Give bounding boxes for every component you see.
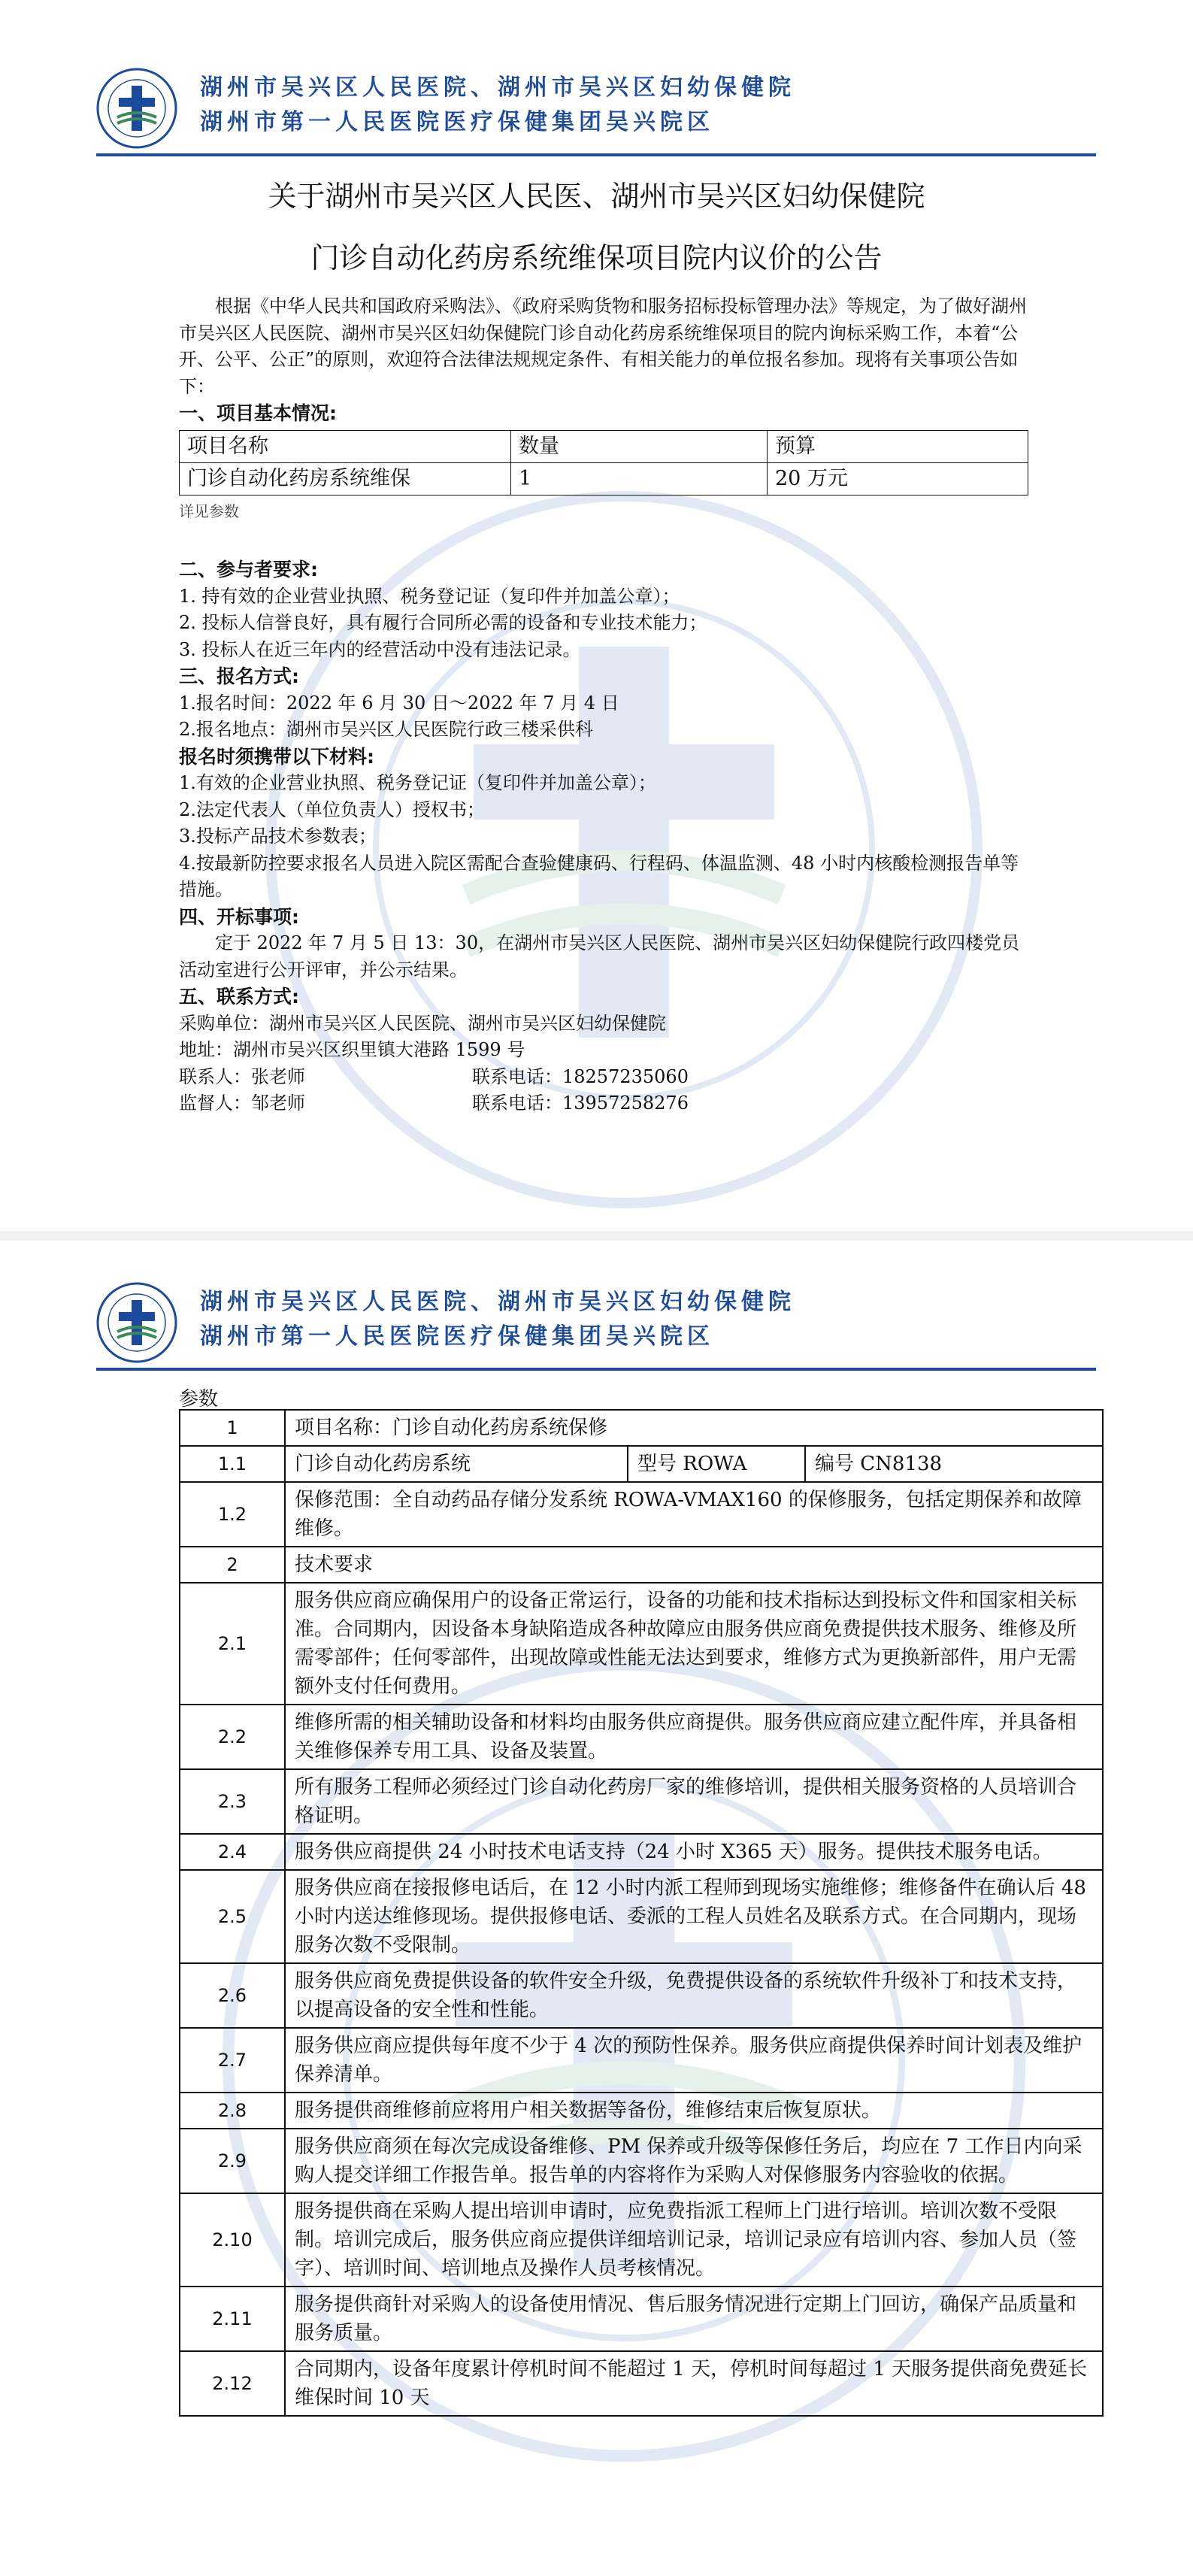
- row-number: 1.1: [180, 1446, 285, 1482]
- page-1: [0, 0, 1193, 1241]
- table-cell: 20 万元: [768, 462, 1028, 495]
- list-item: 2. 投标人信誉良好，具有履行合同所必需的设备和专业技术能力；: [179, 612, 707, 633]
- notice-body: [179, 293, 1036, 1117]
- letterhead-line-1: 湖州市吴兴区人民医院、湖州市吴兴区妇幼保健院: [200, 74, 795, 101]
- list-item: 1. 持有效的企业营业执照、税务登记证（复印件并加盖公章）；: [179, 585, 680, 607]
- hospital-logo: [96, 68, 177, 149]
- list-item: 2.报名地点：湖州市吴兴区人民医院行政三楼采供科: [179, 719, 593, 740]
- materials-heading: 报名时须携带以下材料:: [179, 745, 374, 768]
- table-row: [180, 1963, 1103, 2028]
- row-text: 保修范围：全自动药品存储分发系统 ROWA-VMAX160 的保修服务，包括定期保养和故障维修。: [285, 1482, 1103, 1547]
- table-row: [180, 2028, 1103, 2093]
- row-number: 2.4: [180, 1834, 285, 1870]
- row-number: 1.2: [180, 1482, 285, 1547]
- table-cell: 门诊自动化药房系统维保: [180, 462, 511, 495]
- row-text: 服务供应商须在每次完成设备维修、PM 保养或升级等保修任务后，均应在 7 工作日内向采购人提交详细工作报告单。报告单的内容将作为采购人对保修服务内容验收的依据。: [285, 2129, 1103, 2193]
- row-number: 2.8: [180, 2093, 285, 2129]
- list-item: 1.有效的企业营业执照、税务登记证（复印件并加盖公章）；: [179, 772, 656, 793]
- row-text: 维修所需的相关辅助设备和材料均由服务供应商提供。服务供应商应建立配件库，并具备相关维修保养专用工具、设备及装置。: [285, 1705, 1103, 1769]
- device-name: 门诊自动化药房系统: [285, 1446, 628, 1482]
- row-number: 2.1: [180, 1583, 285, 1705]
- list-item: 3.投标产品技术参数表；: [179, 826, 377, 847]
- table-row: [180, 1547, 1103, 1583]
- supervisor-phone: 联系电话：13957258276: [472, 1093, 689, 1114]
- table-row: [180, 1870, 1103, 1963]
- row-number: 2: [180, 1547, 285, 1583]
- buyer-line: 采购单位：湖州市吴兴区人民医院、湖州市吴兴区妇幼保健院: [179, 1012, 666, 1034]
- letterhead-line-1: 湖州市吴兴区人民医院、湖州市吴兴区妇幼保健院: [200, 1289, 795, 1315]
- row-number: 2.12: [180, 2351, 285, 2416]
- table-row: [180, 1705, 1103, 1769]
- row-text: 技术要求: [285, 1547, 1103, 1583]
- letterhead-line-2: 湖州市第一人民医院医疗保健集团吴兴院区: [200, 1323, 714, 1350]
- table-header: 项目名称: [180, 430, 511, 462]
- intro-paragraph: 根据《中华人民共和国政府采购法》、《政府采购货物和服务招标投标管理办法》等规定，为了做好湖州市吴兴区人民医院、湖州市吴兴区妇幼保健院门诊自动化药房系统维保项目的院内询标采购工作，本着“公开、公平、公正”的原则，欢迎符合法律法规规定条件、有相关能力的单位报名参加。现将有关事项公告如下：: [179, 295, 1027, 397]
- section-1-heading: 一、项目基本情况:: [179, 402, 337, 424]
- contact-phone: 联系电话：18257235060: [472, 1065, 689, 1087]
- param-rows: [180, 1482, 1103, 2416]
- section-2-heading: 二、参与者要求:: [179, 559, 318, 580]
- row-number: 1: [180, 1410, 285, 1446]
- letterhead: [96, 1282, 1096, 1365]
- list-item: 1.报名时间：2022 年 6 月 30 日～2022 年 7 月 4 日: [179, 692, 619, 714]
- row-text: 服务提供商针对采购人的设备使用情况、售后服务情况进行定期上门回访，确保产品质量和服务质量。: [285, 2287, 1103, 2351]
- notice-title-line-2: 门诊自动化药房系统维保项目院内议价的公告: [310, 241, 883, 274]
- section-4-heading: 四、开标事项:: [179, 905, 299, 928]
- row-text: 项目名称：门诊自动化药房系统保修: [285, 1410, 1103, 1446]
- row-text: 服务供应商提供 24 小时技术电话支持（24 小时 X365 天）服务。提供技术服务电话。: [285, 1834, 1103, 1870]
- table-row: [180, 1410, 1103, 1446]
- row-text: 服务提供商维修前应将用户相关数据等备份，维修结束后恢复原状。: [285, 2093, 1103, 2129]
- row-number: 2.5: [180, 1870, 285, 1963]
- row-text: 服务供应商免费提供设备的软件安全升级，免费提供设备的系统软件升级补丁和技术支持，以提高设备的安全性和性能。: [285, 1963, 1103, 2028]
- row-number: 2.10: [180, 2193, 285, 2287]
- address-line: 地址：湖州市吴兴区织里镇大港路 1599 号: [179, 1039, 525, 1060]
- params-label: 参数: [179, 1388, 219, 1411]
- row-text: 服务供应商应确保用户的设备正常运行，设备的功能和技术指标达到投标文件和国家相关标准。合同期内，因设备本身缺陷造成各种故障应由服务供应商免费提供技术服务、维修及所需零部件；任何零部件，出现故障或性能无法达到要求，维修方式为更换新部件，用户无需额外支付任何费用。: [285, 1583, 1103, 1705]
- table-row: [180, 2193, 1103, 2287]
- project-basic-table: [179, 430, 1028, 496]
- row-number: 2.2: [180, 1705, 285, 1769]
- table-row: [180, 2351, 1103, 2416]
- table-cell: 1: [511, 462, 768, 495]
- row-number: 2.7: [180, 2028, 285, 2093]
- row-text: 合同期内，设备年度累计停机时间不能超过 1 天，停机时间每超过 1 天服务提供商免费延长维保时间 10 天: [285, 2351, 1103, 2416]
- row-number: 2.11: [180, 2287, 285, 2351]
- table-row: [180, 2287, 1103, 2351]
- letterhead-rule: [96, 1368, 1096, 1371]
- contact-name: 联系人：张老师: [179, 1065, 305, 1087]
- table-header: 预算: [768, 430, 1028, 462]
- table-row: [180, 2093, 1103, 2129]
- hospital-logo: [96, 1282, 177, 1363]
- list-item: 2.法定代表人（单位负责人）授权书；: [179, 799, 485, 820]
- section-3-heading: 三、报名方式:: [179, 665, 299, 687]
- section-5-heading: 五、联系方式:: [179, 986, 299, 1008]
- letterhead: [96, 68, 1096, 150]
- opening-paragraph: 定于 2022 年 7 月 5 日 13：30，在湖州市吴兴区人民医院、湖州市吴兴区妇幼保健院行政四楼党员活动室进行公开评审，并公示结果。: [179, 932, 1020, 980]
- row-text: 服务供应商在接报修电话后，在 12 小时内派工程师到现场实施维修；维修备件在确认后 48 小时内送达维修现场。提供报修电话、委派的工程人员姓名及联系方式。在合同期内，现场服务次数不受限制。: [285, 1870, 1103, 1963]
- list-item: 3. 投标人在近三年内的经营活动中没有违法记录。: [179, 638, 581, 660]
- letterhead-rule: [96, 153, 1096, 156]
- letterhead-line-2: 湖州市第一人民医院医疗保健集团吴兴院区: [200, 109, 714, 135]
- device-model: 型号 ROWA: [628, 1446, 805, 1482]
- row-text: 服务供应商应提供每年度不少于 4 次的预防性保养。服务供应商提供保养时间计划表及维护保养清单。: [285, 2028, 1103, 2093]
- row-text: 服务提供商在采购人提出培训申请时，应免费指派工程师上门进行培训。培训次数不受限制。培训完成后，服务供应商应提供详细培训记录，培训记录应有培训内容、参加人员（签字）、培训时间、培训地点及操作人员考核情况。: [285, 2193, 1103, 2287]
- supervisor-name: 监督人：邹老师: [179, 1093, 305, 1114]
- table-row: [180, 1834, 1103, 1870]
- params-table: [179, 1409, 1104, 2417]
- see-params-note: 详见参数: [179, 502, 239, 520]
- row-number: 2.9: [180, 2129, 285, 2193]
- table-row: [180, 1769, 1103, 1834]
- table-header-row: [180, 430, 1028, 462]
- device-code: 编号 CN8138: [805, 1446, 1103, 1482]
- table-row: [180, 1446, 1103, 1482]
- table-row: [180, 2129, 1103, 2193]
- contact-row: [179, 1064, 1036, 1091]
- supervisor-row: [179, 1090, 1036, 1117]
- list-item: 4.按最新防控要求报名人员进入院区需配合查验健康码、行程码、体温监测、48 小时内核酸检测报告单等措施。: [179, 852, 1019, 900]
- table-row: [180, 1583, 1103, 1705]
- row-number: 2.6: [180, 1963, 285, 2028]
- table-row: [180, 1482, 1103, 1547]
- row-text: 所有服务工程师必须经过门诊自动化药房厂家的维修培训，提供相关服务资格的人员培训合格证明。: [285, 1769, 1103, 1834]
- table-header: 数量: [511, 430, 768, 462]
- notice-title-line-1: 关于湖州市吴兴区人民医、湖州市吴兴区妇幼保健院: [268, 180, 925, 213]
- row-number: 2.3: [180, 1769, 285, 1834]
- table-row: [180, 462, 1028, 495]
